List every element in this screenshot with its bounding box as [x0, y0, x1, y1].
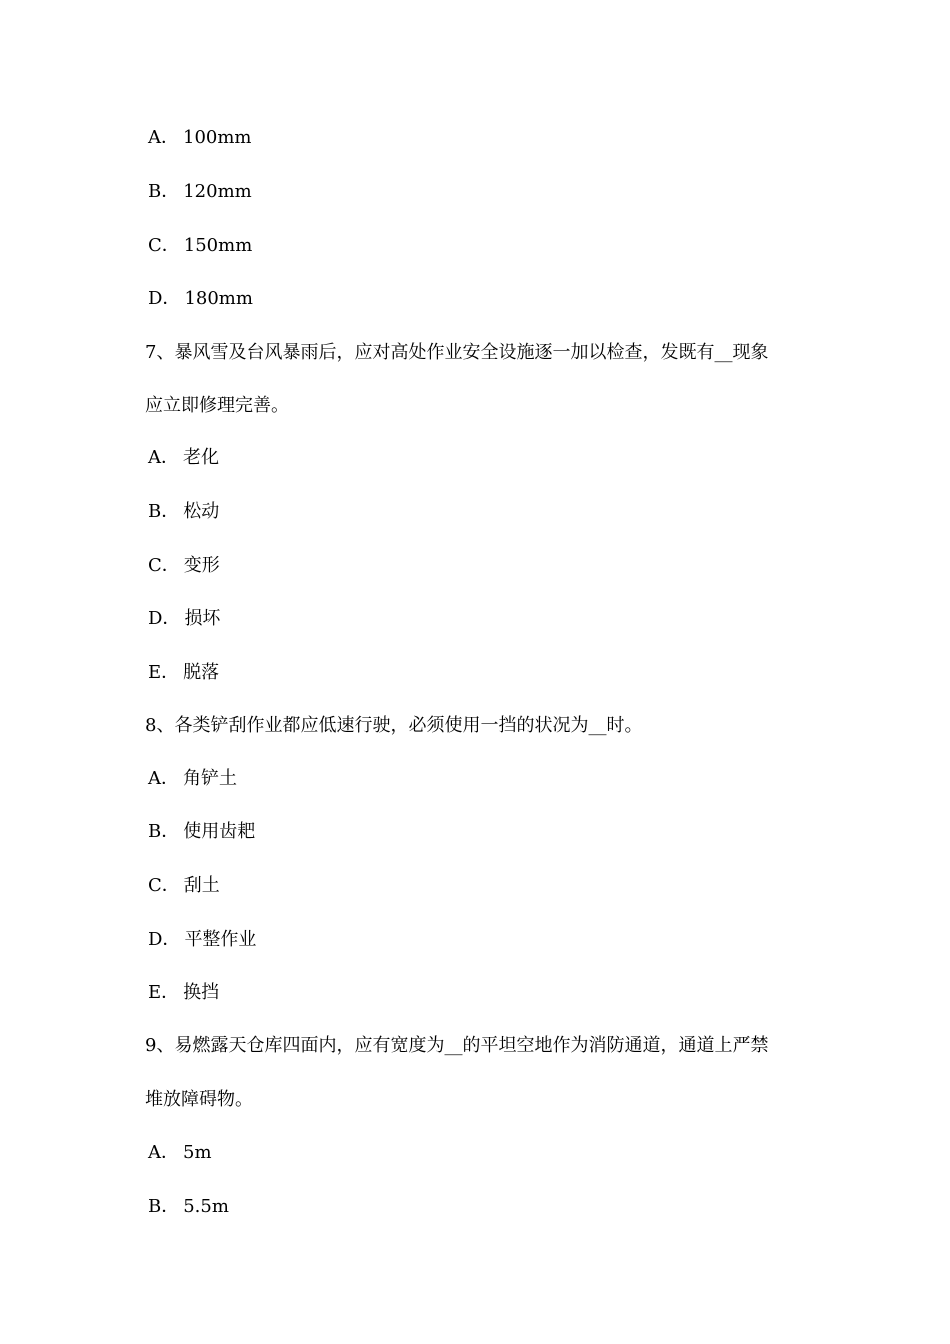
option-text: 5m: [183, 1142, 212, 1163]
option-letter: D．: [148, 288, 181, 309]
option-text: 5.5m: [183, 1196, 229, 1217]
q9-stem-line2: 堆放障碍物。: [145, 1089, 253, 1110]
q8-stem-line1: 8、各类铲刮作业都应低速行驶，必须使用一挡的状况为__时。: [145, 715, 643, 736]
option-text: 脱落: [183, 662, 220, 683]
option-text: 180mm: [184, 288, 253, 309]
q8-option-d: [148, 928, 256, 952]
q7-option-a: [148, 446, 219, 470]
option-text: 损坏: [184, 608, 221, 629]
option-text: 换挡: [183, 982, 220, 1003]
q8-option-a: [148, 767, 237, 791]
q6-option-b: [148, 180, 252, 204]
q9-option-b: [148, 1195, 229, 1219]
option-text: 平整作业: [184, 929, 257, 950]
option-text: 变形: [183, 555, 220, 576]
option-text: 100mm: [183, 127, 252, 148]
option-letter: D．: [148, 608, 181, 629]
q9-option-a: [148, 1141, 212, 1165]
q7-stem-line2: 应立即修理完善。: [145, 395, 289, 416]
q7-option-e: [148, 661, 219, 685]
q6-option-c: [148, 234, 252, 258]
q8-option-e: [148, 981, 219, 1005]
q7-option-d: [148, 607, 220, 631]
option-letter: C．: [148, 555, 180, 576]
option-letter: A．: [148, 127, 179, 148]
q7-stem-line1: 7、暴风雪及台风暴雨后，应对高处作业安全设施逐一加以检查，发既有__现象: [145, 342, 769, 363]
option-letter: A．: [148, 447, 179, 468]
option-text: 松动: [183, 501, 220, 522]
q6-option-d: [148, 287, 253, 311]
option-text: 120mm: [183, 181, 252, 202]
q9-stem-line1: 9、易燃露天仓库四面内，应有宽度为__的平坦空地作为消防通道，通道上严禁: [145, 1035, 769, 1056]
option-letter: B．: [148, 1196, 180, 1217]
option-letter: C．: [148, 875, 180, 896]
option-letter: B．: [148, 821, 180, 842]
option-letter: B．: [148, 181, 180, 202]
option-text: 刮土: [183, 875, 220, 896]
option-letter: E．: [148, 982, 180, 1003]
q7-option-b: [148, 500, 219, 524]
option-text: 使用齿耙: [183, 821, 256, 842]
option-letter: C．: [148, 235, 180, 256]
q7-option-c: [148, 554, 220, 578]
option-letter: E．: [148, 662, 180, 683]
option-text: 角铲土: [183, 768, 237, 789]
option-letter: A．: [148, 768, 179, 789]
option-letter: D．: [148, 929, 181, 950]
option-letter: B．: [148, 501, 180, 522]
q8-option-b: [148, 820, 255, 844]
option-letter: A．: [148, 1142, 179, 1163]
q6-option-a: [148, 126, 252, 150]
q8-option-c: [148, 874, 220, 898]
option-text: 150mm: [183, 235, 253, 256]
option-text: 老化: [183, 447, 219, 468]
